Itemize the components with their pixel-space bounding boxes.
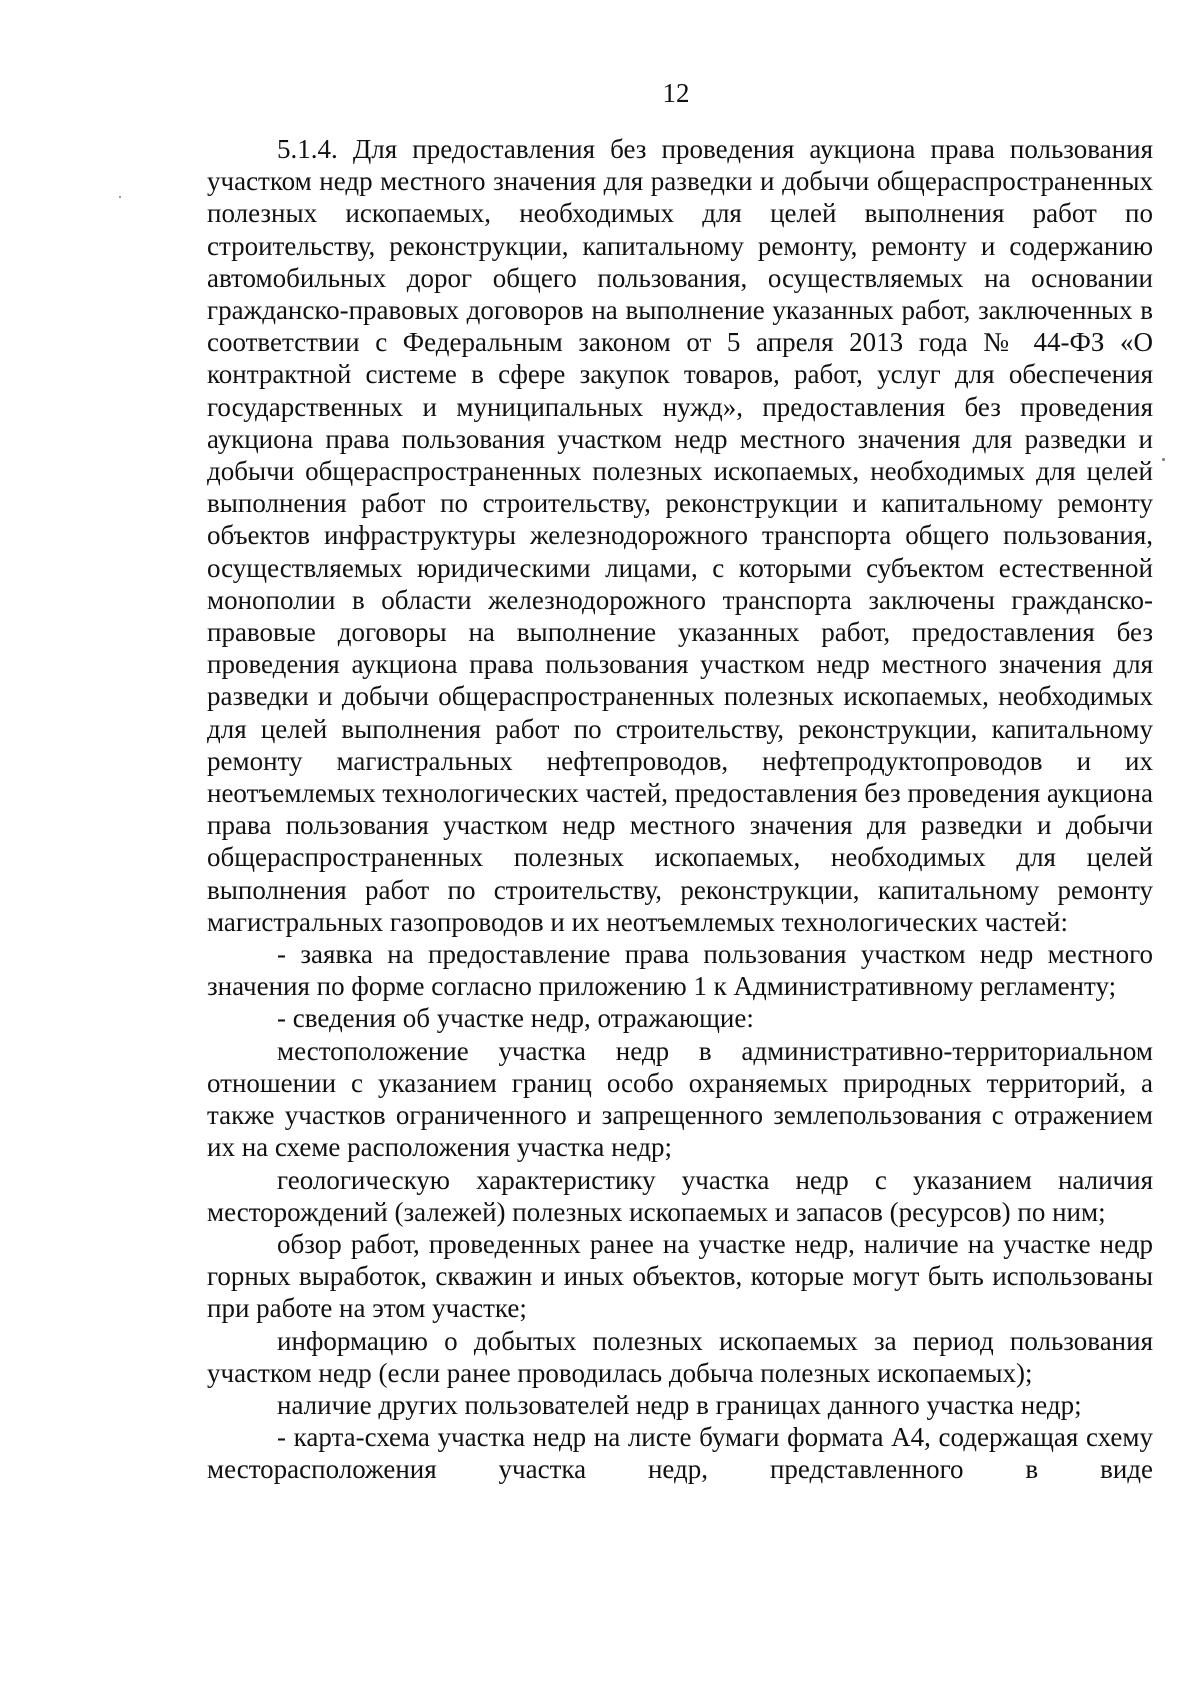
scan-speck [1162,458,1165,461]
document-body [207,133,1153,1486]
page-number: 12 [662,78,690,108]
paragraph-5-1-4: 5.1.4. Для предоставления без проведения аукциона права пользования участком недр местного значения для разведки и добычи общераспространенных полезных ископаемых, необходимых для целей выполнения работ по строительству, реконструкции, капитальному ремонту, ремонту и содержанию автомобильных дорог общего пользования, осуществляемых на основании гражданско-правовых договоров на выполнение указанных работ, заключенных в соответствии с Федеральным законом от 5 апреля 2013 года № 44-ФЗ «О контрактной системе в сфере закупок товаров, работ, услуг для обеспечения государственных и муниципальных нужд», предоставления без проведения аукциона права пользования участком недр местного значения для разведки и добычи общераспространенных полезных ископаемых, необходимых для целей выполнения работ по строительству, реконструкции и капитальному ремонту объектов инфраструктуры железнодорожного транспорта общего пользования, осуществляемых юридическими лицами, с которыми субъектом естественной монополии в области железнодорожного транспорта заключены гражданско-правовые договоры на выполнение указанных работ, предоставления без проведения аукциона права пользования участком недр местного значения для разведки и добычи общераспространенных полезных ископаемых, необходимых для целей выполнения работ по строительству, реконструкции, капитальному ремонту магистральных нефтепроводов, нефтепродуктопроводов и их неотъемлемых технологических частей, предоставления без проведения аукциона права пользования участком недр местного значения для разведки и добычи общераспространенных полезных ископаемых, необходимых для целей выполнения работ по строительству, реконструкции, капитальному ремонту магистральных газопроводов и их неотъемлемых технологических частей: [207,134,1153,937]
list-item-map-scheme: - карта-схема участка недр на листе бумаги формата А4, содержащая схему месторасположения участка недр, представленного в виде [207,1422,1153,1485]
list-item-subsoil-info: - сведения об участке недр, отражающие: [277,1003,754,1034]
scan-speck [119,196,121,198]
sub-item-extraction-info: информацию о добытых полезных ископаемых за период пользования участком недр (если ранее проводилась добыча полезных ископаемых); [207,1325,1153,1388]
sub-item-other-users: наличие других пользователей недр в границах данного участка недр; [277,1389,1082,1420]
sub-item-location: местоположение участка недр в административно-территориальном отношении с указанием границ особо охраняемых природных территорий, а также участков ограниченного и запрещенного землепользования с отражением их на схеме расположения участка недр; [207,1035,1153,1163]
list-item-application: - заявка на предоставление права пользования участком недр местного значения по форме согласно приложению 1 к Административному регламенту; [207,939,1153,1002]
sub-item-geology: геологическую характеристику участка недр с указанием наличия месторождений (залежей) полезных ископаемых и запасов (ресурсов) по ним; [207,1164,1153,1227]
sub-item-works-review: обзор работ, проведенных ранее на участке недр, наличие на участке недр горных выработок, скважин и иных объектов, которые могут быть использованы при работе на этом участке; [207,1228,1153,1324]
